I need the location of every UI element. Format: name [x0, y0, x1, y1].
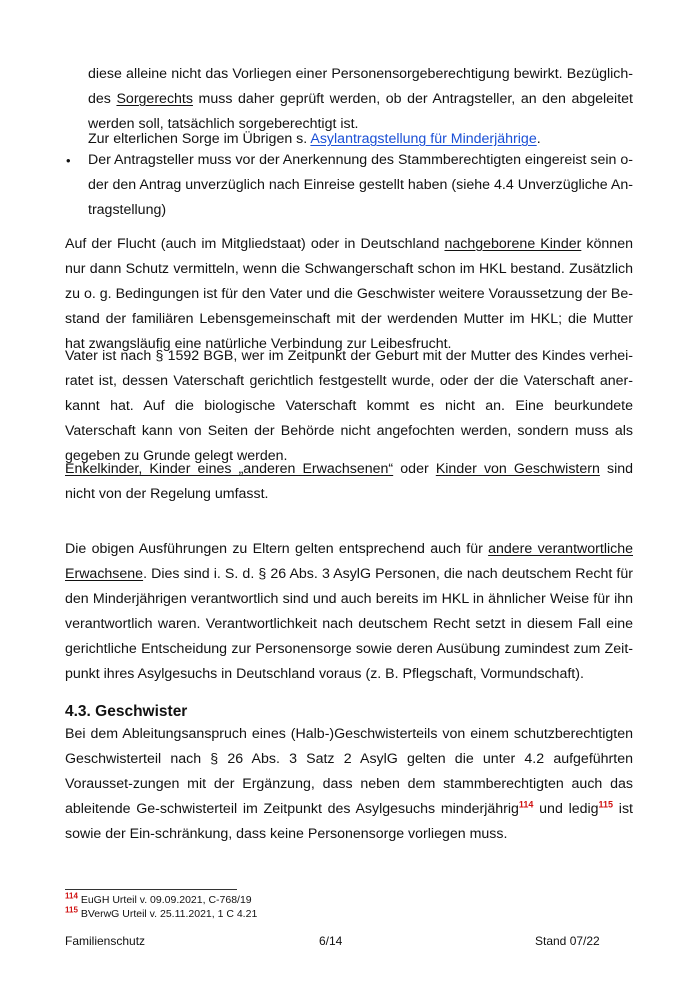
paragraph-verantwortliche-erwachsene: Die obigen Ausführungen zu Eltern gelten entsprechend auch für andere verantwortliche Erwachsene. Dies sind i. S. d. § 26 Abs. 3 AsylG Personen, die nach deutschem Recht für den Minderjährigen verantwortlich sind und auch bereits im HKL in ähnlicher Weise für ihn verantwortlich waren. Verantwortlichkeit nach deutschem Recht setzt in diesem Fall eine gerichtliche Entscheidung zur Personensorge sowie deren Ausübung zumindest zum Zeit-punkt ihres Asylgesuchs in Deutschland voraus (z. B. Pflegschaft, Vormundschaft).	[65, 541, 633, 682]
underlined-term: Kinder von Geschwistern	[435, 461, 600, 477]
paragraph-enkelkinder: Enkelkinder, Kinder eines „anderen Erwachsenen“ oder Kinder von Geschwistern sind nicht von der Regelung umfasst.	[65, 461, 634, 502]
underlined-term: Sorgerechts	[116, 91, 193, 107]
footnote-114: $^{114}$ EuGH Urteil v. 09.09.2021, C-768/19	[65, 891, 252, 906]
paragraph-geschwister: Bei dem Ableitungsanspruch eines (Halb-)Geschwisterteils von einem schutzberechtigten Geschwisterteil nach § 26 Abs. 3 Satz 2 AsylG gelten die unter 4.2 aufgeführten Vorausset-zungen mit der Ergänzung, dass neben dem stammberechtigten auch das ableitende Ge-schwisterteil im Zeitpunkt des Asylgesuchs minderjährig$^{114}$ und ledig$^{115}$ ist sowie der Ein-schränkung, dass keine Personensorge vorliegen muss.	[65, 726, 633, 842]
paragraph-nachgeborene-kinder: Auf der Flucht (auch im Mitgliedstaat) oder in Deutschland nachgeborene Kinder können nur dann Schutz vermitteln, wenn die Schwangerschaft schon im HKL bestand. Zusätzlich zu o. g. Bedingungen ist für den Vater und die Geschwister weitere Voraussetzung der Be-stand der familiären Lebensgemeinschaft mit der werdenden Mutter im HKL; die Mutter hat zwangsläufig eine natürliche Verbindung zur Leibesfrucht.	[65, 236, 633, 352]
paragraph-sorgerecht: diese alleine nicht das Vorliegen einer Personensorgeberechtigung bewirkt. Bezüglich-des Sorgerechts muss daher geprüft werden, ob der Antragsteller, an den abgeleitet werden soll, tatsächlich sorgeberechtigt ist.	[88, 66, 633, 132]
footnote-divider	[65, 889, 237, 890]
underlined-term: andere verantwortliche Erwachsene	[65, 541, 633, 582]
footer-title: Familienschutz	[65, 934, 146, 948]
section-heading: 4.3. Geschwister	[65, 703, 188, 720]
bullet-icon: •	[66, 153, 71, 168]
underlined-term: Enkelkinder, Kinder eines „anderen Erwachsenen“	[65, 461, 394, 477]
paragraph-vaterschaft: Vater ist nach § 1592 BGB, wer im Zeitpunkt der Geburt mit der Mutter des Kindes verhei-ratet ist, dessen Vaterschaft gerichtlich festgestellt wurde, oder der die Vaterschaft aner-kannt hat. Auf die biologische Vaterschaft kommt es nicht an. Eine beurkundete Vaterschaft kann von Seiten der Behörde nicht angefochten werden, sondern muss als gegeben zu Grunde gelegt werden.	[65, 348, 633, 464]
link-asylantragstellung[interactable]: Asylantragstellung für Minderjährige	[310, 131, 537, 147]
footnote-115: $^{115}$ BVerwG Urteil v. 25.11.2021, 1 C 4.21	[65, 905, 258, 920]
footer-page-number: 6/14	[319, 934, 343, 948]
footnote-ref-115[interactable]: 115	[598, 799, 614, 810]
paragraph-elterliche-sorge: Zur elterlichen Sorge im Übrigen s. Asylantragstellung für Minderjährige.	[88, 131, 541, 147]
underlined-term: nachgeborene Kinder	[444, 236, 582, 252]
footer-stand: Stand 07/22	[535, 934, 600, 948]
bullet-text: Der Antragsteller muss vor der Anerkennung des Stammberechtigten eingereist sein o-der den Antrag unverzüglich nach Einreise gestellt haben (siehe 4.4 Unverzügliche An-tragstellung)	[88, 152, 633, 218]
footnote-ref-114[interactable]: 114	[518, 799, 534, 810]
